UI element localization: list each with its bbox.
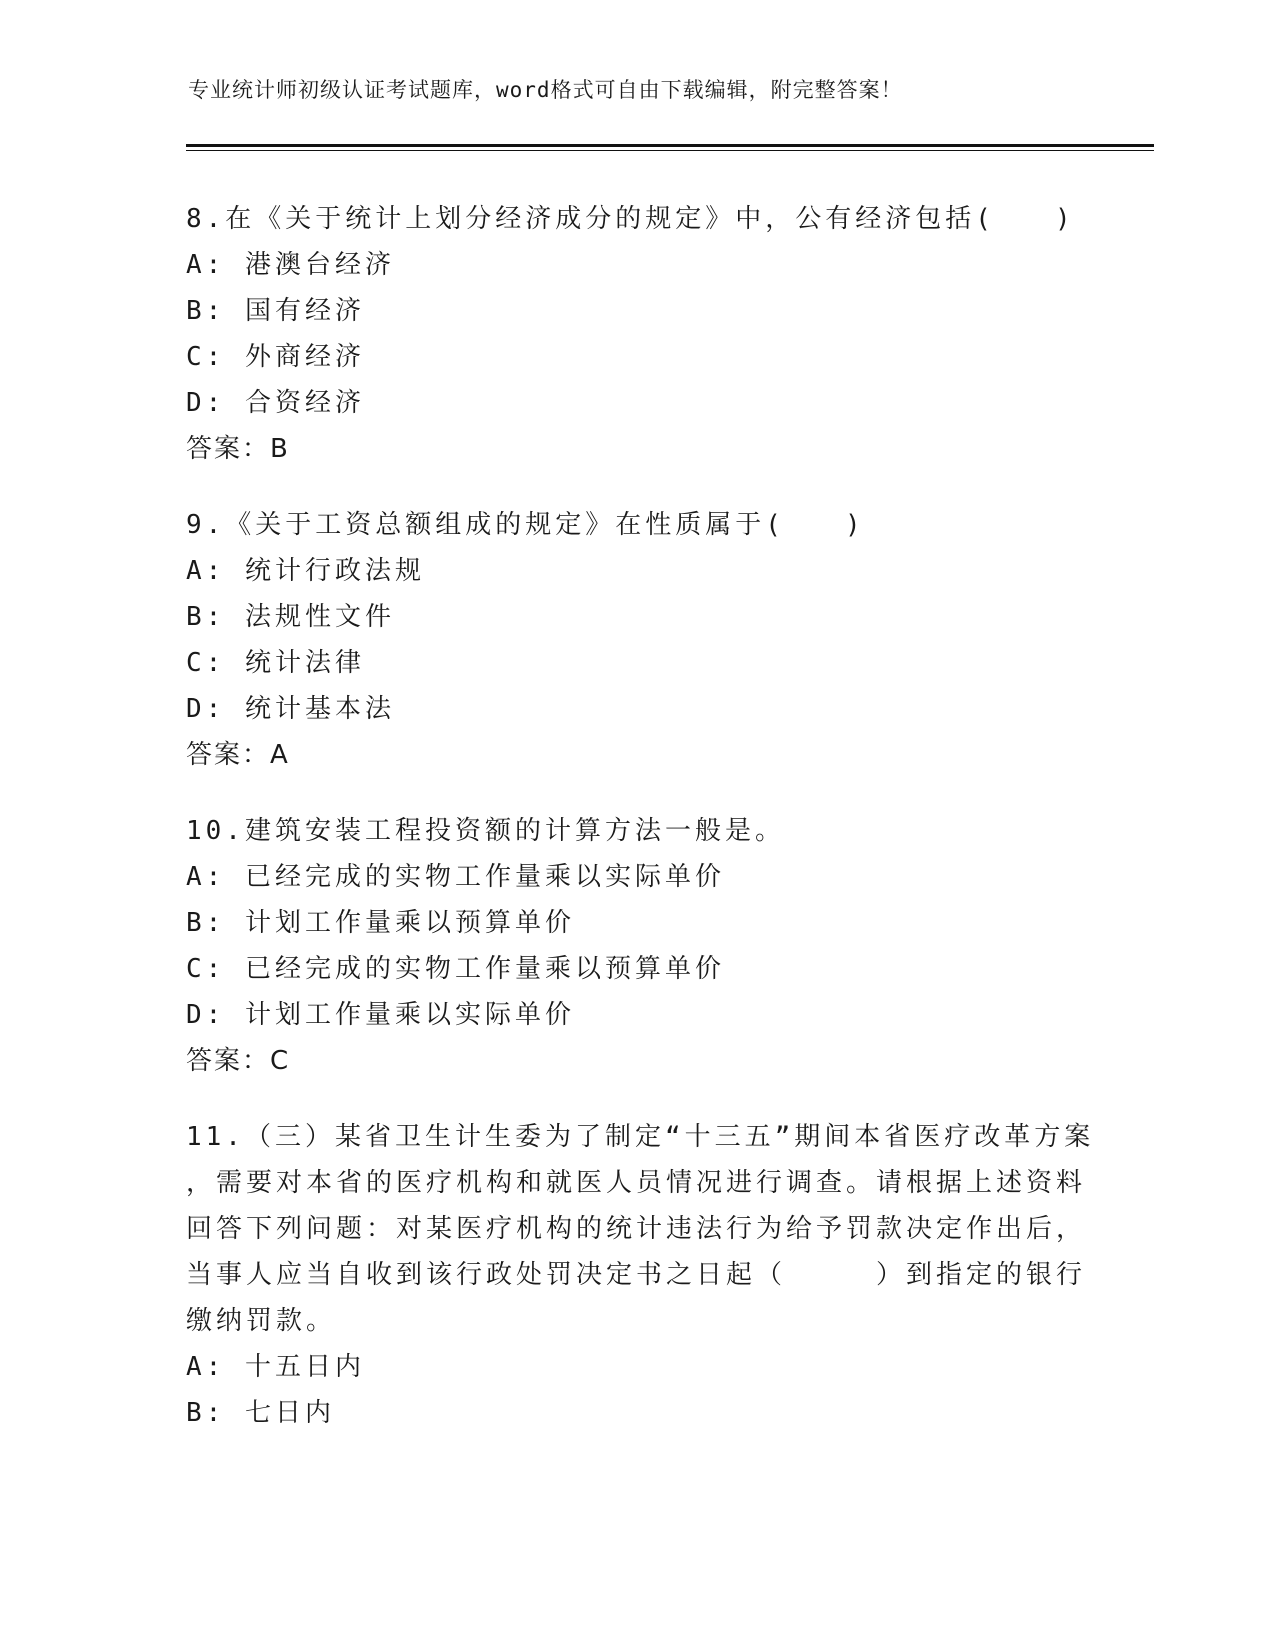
option-b: B: 七日内 xyxy=(186,1398,335,1428)
option-d: D: 计划工作量乘以实际单价 xyxy=(186,1000,575,1030)
question-9 xyxy=(186,502,1086,778)
header-rule-thick xyxy=(186,144,1154,147)
option-a: A: 统计行政法规 xyxy=(186,556,425,586)
stem-line: 缴纳罚款。 xyxy=(186,1306,337,1336)
option-b: B: 法规性文件 xyxy=(186,602,395,632)
option-c: C: 外商经济 xyxy=(186,342,365,372)
answer: 答案：B xyxy=(186,434,290,464)
question-10 xyxy=(186,808,1086,1084)
question-stem xyxy=(186,1114,1095,1344)
option-a: A: 已经完成的实物工作量乘以实际单价 xyxy=(186,862,725,892)
option-c: C: 已经完成的实物工作量乘以预算单价 xyxy=(186,954,725,984)
option-d: D: 合资经济 xyxy=(186,388,365,418)
question-stem: 9.《关于工资总额组成的规定》在性质属于( ) xyxy=(186,510,865,540)
option-a: A: 十五日内 xyxy=(186,1352,365,1382)
option-b: B: 计划工作量乘以预算单价 xyxy=(186,908,575,938)
option-c: C: 统计法律 xyxy=(186,648,365,678)
answer: 答案：C xyxy=(186,1046,291,1076)
option-b: B: 国有经济 xyxy=(186,296,365,326)
question-8 xyxy=(186,196,1086,472)
question-11 xyxy=(186,1114,1095,1436)
stem-line: 当事人应当自收到该行政处罚决定书之日起（ ）到指定的银行 xyxy=(186,1260,1087,1290)
option-a: A: 港澳台经济 xyxy=(186,250,395,280)
header-rule-thin xyxy=(186,150,1154,151)
option-d: D: 统计基本法 xyxy=(186,694,395,724)
page-header: 专业统计师初级认证考试题库，word格式可自由下载编辑，附完整答案！ xyxy=(188,78,903,102)
question-stem: 8.在《关于统计上划分经济成分的规定》中，公有经济包括( ) xyxy=(186,204,1075,234)
stem-line: ，需要对本省的医疗机构和就医人员情况进行调查。请根据上述资料 xyxy=(186,1168,1087,1198)
stem-line: 回答下列问题：对某医疗机构的统计违法行为给予罚款决定作出后， xyxy=(186,1214,1087,1244)
stem-line: 11.（三）某省卫生计生委为了制定“十三五”期间本省医疗改革方案 xyxy=(186,1122,1095,1152)
answer: 答案：A xyxy=(186,740,290,770)
question-stem: 10.建筑安装工程投资额的计算方法一般是。 xyxy=(186,816,785,846)
